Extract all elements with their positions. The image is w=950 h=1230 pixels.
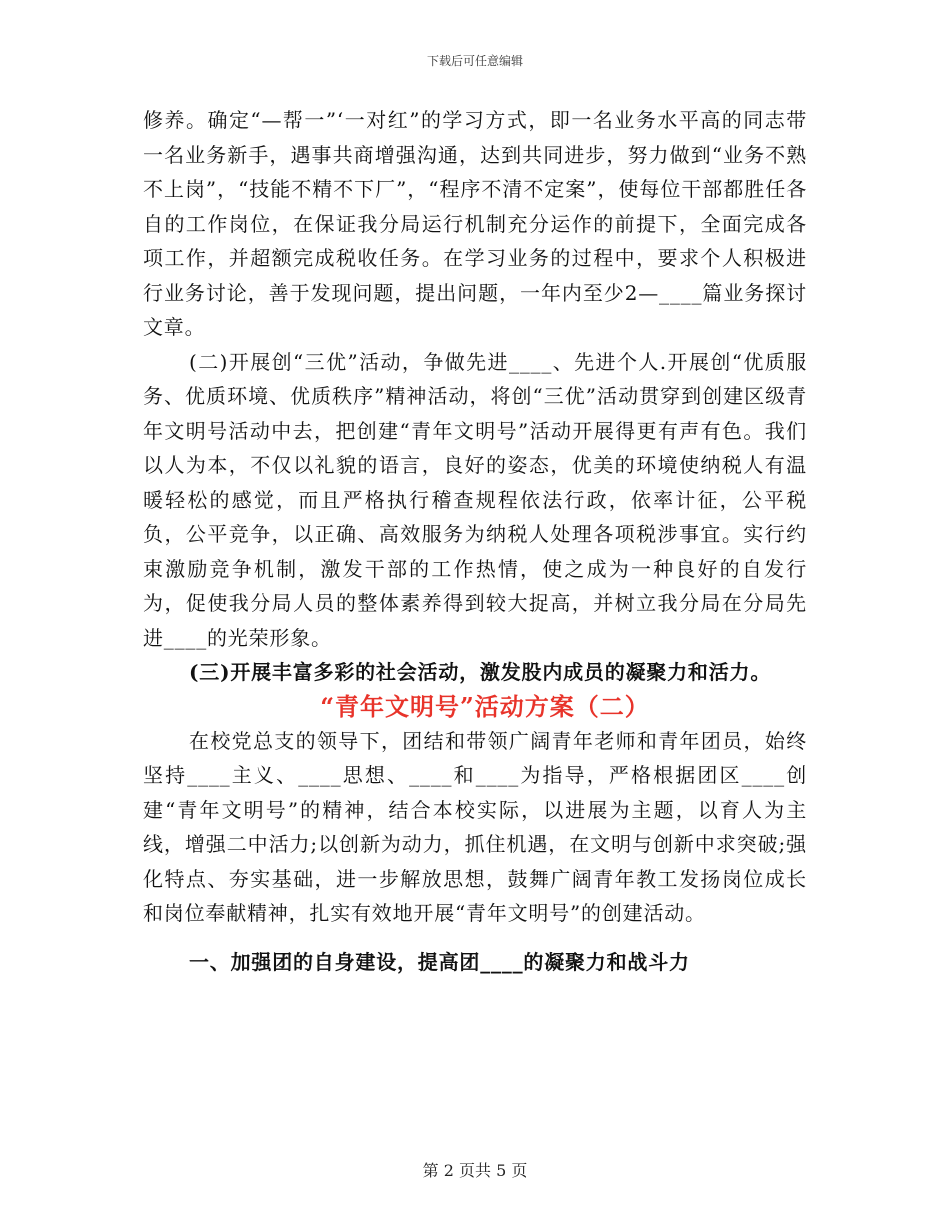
document-body	[143, 103, 807, 979]
paragraph-social-activities: (三)开展丰富多彩的社会活动，激发股内成员的凝聚力和活力。	[189, 660, 772, 684]
paragraph-study: 修养。确定“—帮一”‘一对红”的学习方式，即一名业务水平高的同志带一名业务新手，遇事共商增强沟通，达到共同进步，努力做到“业务不熟不上岗”，“技能不精不下厂”，“程序不清不定案”，使每位干部都胜任各自的工作岗位，在保证我分局运行机制充分运作的前提下，全面完成各项工作，并超额完成税收任务。在学习业务的过程中，要求个人积极进行业务讨论，善于发现问题，提出问题，一年内至少2—____篇业务探讨文章。	[143, 108, 807, 339]
paragraph-leadership: 在校党总支的领导下，团结和带领广阔青年老师和青年团员，始终坚持____主义、____思想、____和____为指导，严格根据团区____创建“青年文明号”的精神，结合本校实际，以进展为主题，以育人为主线，增强二中活力;以创新为动力，抓住机遇，在文明与创新中求突破;强化特点、夯实基础，进一步解放思想，鼓舞广阔青年教工发扬岗位成长和岗位奉献精神，扎实有效地开展“青年文明号”的创建活动。	[143, 728, 807, 925]
page-footer: 第 2 页共 5 页	[422, 1161, 528, 1180]
section-title: “青年文明号”活动方案（二）	[320, 691, 650, 721]
page-header: 下载后可任意编辑	[426, 54, 523, 68]
section-heading-one: 一、加强团的自身建设，提高团____的凝聚力和战斗力	[189, 949, 690, 974]
paragraph-three-excellence: (二)开展创“三优”活动，争做先进____、先进个人.开展创“优质服务、优质环境、优质秩序”精神活动，将创“三优”活动贯穿到创建区级青年文明号活动中去，把创建“青年文明号”活动开展得更有声有色。我们以人为本，不仅以礼貌的语言，良好的姿态，优美的环境使纳税人有温暖轻松的感觉，而且严格执行稽查规程依法行政，依率计征，公平税负，公平竞争，以正确、高效服务为纳税人处理各项税涉事宜。实行约束激励竞争机制，激发干部的工作热情，使之成为一种良好的自发行为，促使我分局人员的整体素养得到较大捉高，并树立我分局在分局先进____的光荣形象。	[143, 349, 807, 650]
